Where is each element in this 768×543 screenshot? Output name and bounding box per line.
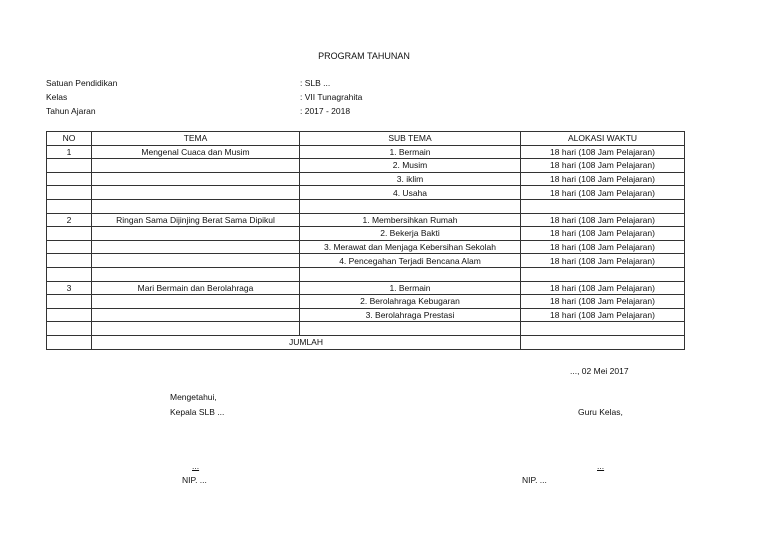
cell-no (47, 335, 92, 349)
table-row (47, 186, 685, 200)
cell-alokasi: 18 hari (108 Jam Pelajaran) (521, 186, 685, 200)
cell-no (47, 227, 92, 241)
cell-no (47, 172, 92, 186)
cell-alokasi: 18 hari (108 Jam Pelajaran) (521, 295, 685, 309)
header-alokasi: ALOKASI WAKTU (521, 132, 685, 146)
cell-sub-tema: 1. Bermain (300, 281, 521, 295)
cell-no (47, 199, 92, 213)
cell-no: 1 (47, 145, 92, 159)
cell-tema: Ringan Sama Dijinjing Berat Sama Dipikul (92, 213, 300, 227)
cell-no (47, 267, 92, 281)
meta-label-kelas: Kelas (46, 92, 68, 102)
cell-no (47, 240, 92, 254)
table-row (47, 295, 685, 309)
cell-alokasi: 18 hari (108 Jam Pelajaran) (521, 240, 685, 254)
table-row (47, 308, 685, 322)
signature-date: ..., 02 Mei 2017 (570, 366, 629, 376)
cell-sub-tema: 4. Usaha (300, 186, 521, 200)
cell-alokasi: 18 hari (108 Jam Pelajaran) (521, 308, 685, 322)
cell-tema (92, 267, 300, 281)
table-row (47, 213, 685, 227)
cell-alokasi (521, 199, 685, 213)
cell-tema (92, 227, 300, 241)
cell-tema (92, 172, 300, 186)
cell-no (47, 295, 92, 309)
cell-sub-tema: 2. Musim (300, 159, 521, 173)
table-row (47, 240, 685, 254)
signature-left-nip: NIP. ... (182, 475, 207, 485)
table-row (47, 322, 685, 336)
cell-alokasi: 18 hari (108 Jam Pelajaran) (521, 172, 685, 186)
cell-sub-tema: 4. Pencegahan Terjadi Bencana Alam (300, 254, 521, 268)
meta-value-kelas: : VII Tunagrahita (300, 92, 363, 102)
meta-value-satuan: : SLB ... (300, 78, 331, 88)
meta-label-tahun: Tahun Ajaran (46, 106, 96, 116)
program-table (46, 131, 685, 350)
cell-alokasi: 18 hari (108 Jam Pelajaran) (521, 213, 685, 227)
cell-tema (92, 295, 300, 309)
cell-no: 3 (47, 281, 92, 295)
cell-sub-tema: 2. Bekerja Bakti (300, 227, 521, 241)
document-title: PROGRAM TAHUNAN (318, 51, 410, 61)
total-value (521, 335, 685, 349)
table-row (47, 281, 685, 295)
cell-no (47, 159, 92, 173)
signature-left-name: ... (192, 461, 200, 471)
cell-sub-tema (300, 267, 521, 281)
cell-alokasi (521, 267, 685, 281)
cell-sub-tema (300, 322, 521, 336)
cell-tema (92, 199, 300, 213)
cell-no (47, 186, 92, 200)
signature-right-nip: NIP. ... (522, 475, 547, 485)
total-label: JUMLAH (92, 335, 521, 349)
cell-tema: Mari Bermain dan Berolahraga (92, 281, 300, 295)
cell-alokasi: 18 hari (108 Jam Pelajaran) (521, 145, 685, 159)
cell-alokasi: 18 hari (108 Jam Pelajaran) (521, 227, 685, 241)
cell-sub-tema: 1. Bermain (300, 145, 521, 159)
cell-no (47, 308, 92, 322)
header-tema: TEMA (92, 132, 300, 146)
signature-left-line1: Mengetahui, (170, 392, 217, 402)
table-row (47, 172, 685, 186)
header-sub-tema: SUB TEMA (300, 132, 521, 146)
cell-alokasi: 18 hari (108 Jam Pelajaran) (521, 254, 685, 268)
cell-tema (92, 254, 300, 268)
table-header-row (47, 132, 685, 146)
cell-sub-tema: 1. Membersihkan Rumah (300, 213, 521, 227)
table-total-row (47, 335, 685, 349)
cell-tema (92, 240, 300, 254)
cell-no (47, 322, 92, 336)
signature-left-line2: Kepala SLB ... (170, 407, 225, 417)
cell-tema (92, 186, 300, 200)
meta-value-tahun: : 2017 - 2018 (300, 106, 351, 116)
meta-label-satuan: Satuan Pendidikan (46, 78, 118, 88)
table-row (47, 227, 685, 241)
cell-no (47, 254, 92, 268)
table-row (47, 145, 685, 159)
cell-sub-tema: 3. iklim (300, 172, 521, 186)
signature-right-line1: Guru Kelas, (578, 407, 623, 417)
cell-alokasi: 18 hari (108 Jam Pelajaran) (521, 159, 685, 173)
cell-tema (92, 308, 300, 322)
table-row (47, 267, 685, 281)
cell-sub-tema (300, 199, 521, 213)
cell-tema (92, 322, 300, 336)
cell-tema (92, 159, 300, 173)
cell-sub-tema: 3. Merawat dan Menjaga Kebersihan Sekolah (300, 240, 521, 254)
cell-sub-tema: 2. Berolahraga Kebugaran (300, 295, 521, 309)
header-no: NO (47, 132, 92, 146)
table-row (47, 159, 685, 173)
cell-tema: Mengenal Cuaca dan Musim (92, 145, 300, 159)
cell-sub-tema: 3. Berolahraga Prestasi (300, 308, 521, 322)
table-row (47, 199, 685, 213)
signature-right-name: ... (597, 461, 605, 471)
table-row (47, 254, 685, 268)
cell-alokasi (521, 322, 685, 336)
cell-alokasi: 18 hari (108 Jam Pelajaran) (521, 281, 685, 295)
cell-no: 2 (47, 213, 92, 227)
